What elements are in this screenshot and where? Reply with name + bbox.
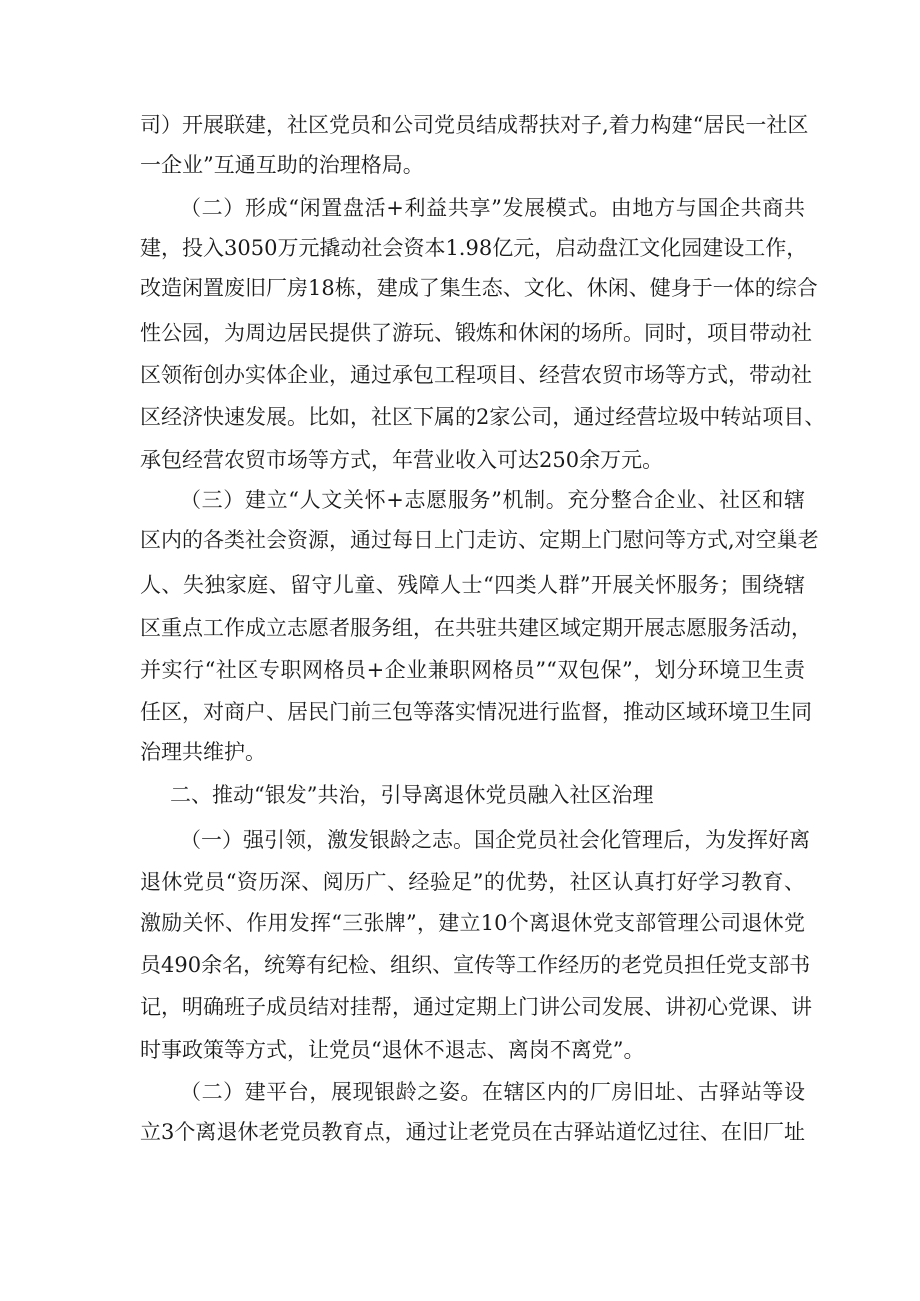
- section-heading-line: （二）形成“闲置盘活+利益共享”发展模式。由地方与国企共商共: [180, 196, 805, 220]
- paragraph-line: 性公园，为周边居民提供了游玩、锻炼和休闲的场所。同时，项目带动社: [140, 321, 812, 345]
- chapter-heading: 二、推动“银发”共治，引导离退休党员融入社区治理: [170, 783, 654, 807]
- paragraph-line: 记，明确班子成员结对挂帮，通过定期上门讲公司发展、讲初心党课、讲: [140, 995, 812, 1019]
- paragraph-line: 激励关怀、作用发挥“三张牌”，建立10个离退休党支部管理公司退休党: [140, 911, 805, 935]
- paragraph-line: 并实行“社区专职网格员+企业兼职网格员”“双包保”，划分环境卫生责: [140, 658, 805, 682]
- paragraph-line: 一企业”互通互助的治理格局。: [140, 153, 424, 177]
- section-heading-line: （三）建立“人文关怀+志愿服务”机制。充分整合企业、社区和辖: [180, 488, 805, 512]
- paragraph-line: 人、失独家庭、留守儿童、残障人士“四类人群”开展关怀服务；围绕辖: [140, 573, 805, 597]
- paragraph-line: 治理共维护。: [140, 740, 266, 764]
- section-heading-line: （一）强引领，激发银龄之志。国企党员社会化管理后，为发挥好离: [180, 828, 810, 852]
- paragraph-line: 建，投入3050万元撬动社会资本1.98亿元，启动盘江文化园建设工作，: [140, 236, 808, 260]
- paragraph-line: 退休党员“资历深、阅历广、经验足”的优势，社区认真打好学习教育、: [140, 870, 805, 894]
- paragraph-line: 任区，对商户、居民门前三包等落实情况进行监督，推动区域环境卫生同: [140, 700, 812, 724]
- paragraph-line: 区经济快速发展。比如，社区下属的2家公司，通过经营垃圾中转站项目、: [140, 405, 826, 429]
- paragraph-line: 立3个离退休老党员教育点，通过让老党员在古驿站道忆过往、在旧厂址: [140, 1120, 805, 1144]
- paragraph-line: 改造闲置废旧厂房18栋，建成了集生态、文化、休闲、健身于一体的综合: [140, 276, 818, 300]
- paragraph-line: 区领衔创办实体企业，通过承包工程项目、经营农贸市场等方式，带动社: [140, 363, 812, 387]
- paragraph-line: 区内的各类社会资源，通过每日上门走访、定期上门慰问等方式,对空巢老: [140, 528, 819, 552]
- paragraph-line: 时事政策等方式，让党员“退休不退志、离岗不离党”。: [140, 1038, 645, 1062]
- paragraph-line: 司）开展联建，社区党员和公司党员结成帮扶对子,着力构建“居民一社区: [140, 113, 809, 137]
- paragraph-line: 员490余名，统筹有纪检、组织、宣传等工作经历的老党员担任党支部书: [140, 953, 811, 977]
- section-heading-line: （二）建平台，展现银龄之姿。在辖区内的厂房旧址、古驿站等设: [180, 1080, 805, 1104]
- paragraph-line: 区重点工作成立志愿者服务组，在共驻共建区域定期开展志愿服务活动，: [140, 616, 812, 640]
- paragraph-line: 承包经营农贸市场等方式，年营业收入可达250余万元。: [140, 448, 664, 472]
